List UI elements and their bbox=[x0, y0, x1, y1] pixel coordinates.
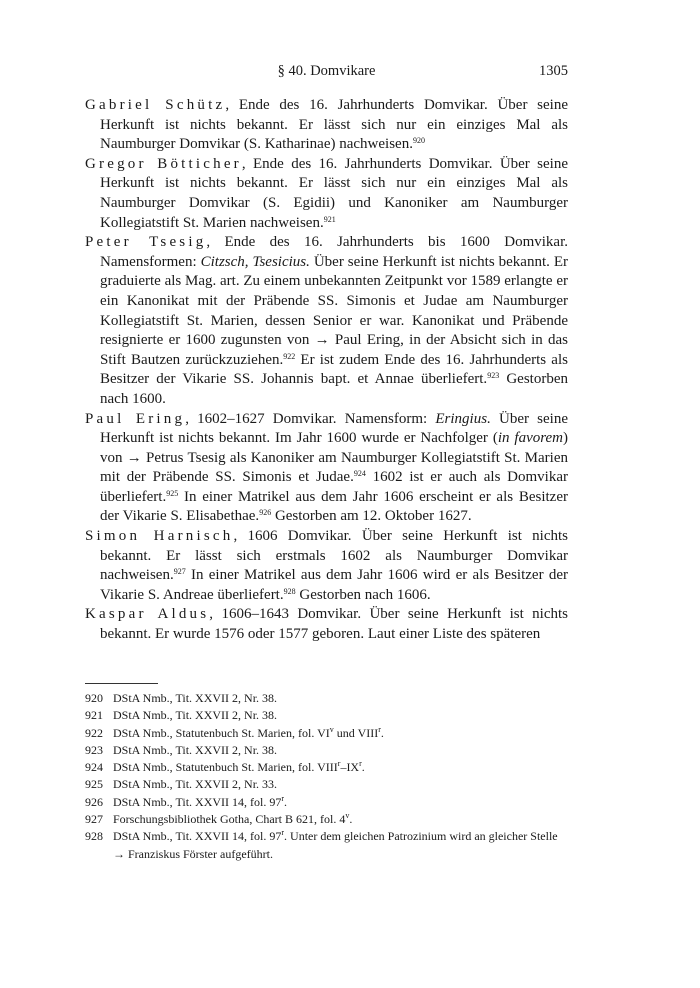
footnote-number: 923 bbox=[85, 742, 103, 757]
entry-paragraph bbox=[85, 410, 568, 528]
footnote-text-part: –IX bbox=[340, 760, 360, 775]
footnote-number: 924 bbox=[85, 760, 103, 775]
footnote-number: 926 bbox=[85, 794, 103, 809]
footnote-text-part: . Unter dem gleichen Patrozinium wird an gleicher Stelle → Franziskus Förster aufgeführt. bbox=[113, 829, 558, 861]
footnote-text bbox=[113, 811, 568, 828]
footnote-ref: r bbox=[281, 828, 285, 838]
entry-text: In einer Matrikel aus dem Jahr 1606 wird er als Besitzer der Vikarie S. Andreae überliefert. bbox=[100, 567, 568, 603]
entry-name: Gregor Bötticher bbox=[85, 155, 242, 172]
page-header bbox=[85, 63, 568, 83]
footnote-text-part: und VIII bbox=[333, 725, 379, 740]
footnote-ref: 924 bbox=[353, 469, 366, 479]
footnote-text-part: DStA Nmb., Statutenbuch St. Marien, fol. VI bbox=[113, 725, 330, 740]
entry-text: , Ende des 16. Jahrhunderts bis 1600 Domvikar. Namensformen: bbox=[100, 234, 568, 270]
entry-paragraph bbox=[85, 155, 568, 233]
main-text bbox=[85, 96, 568, 645]
footnote bbox=[85, 759, 568, 776]
entry-text: Citzsch, Tsesicius. bbox=[200, 253, 310, 270]
footnote-text-part: . bbox=[284, 794, 288, 809]
entry-text: In einer Matrikel aus dem Jahr 1606 erscheint er als Besitzer der Vikarie S. Elisabethae. bbox=[100, 488, 568, 525]
footnote-number: 925 bbox=[85, 777, 103, 792]
footnote-text-part: . bbox=[380, 725, 384, 740]
entry-text: ) von → Petrus Tsesig als Kanoniker am Naumburger Kollegiatstift St. Marien mit der Präbende SS. Simonis et Judae. bbox=[100, 430, 568, 486]
footnote-ref: 925 bbox=[166, 488, 179, 498]
entry-name: Gabriel Schütz bbox=[85, 97, 226, 113]
entry-name: Peter Tsesig bbox=[85, 234, 207, 251]
footnote-ref: v bbox=[345, 811, 350, 821]
entry-text: in favorem bbox=[497, 430, 563, 447]
footnote-number: 928 bbox=[85, 829, 103, 844]
footnote-ref: r bbox=[359, 759, 362, 769]
entry-paragraph bbox=[85, 233, 568, 409]
footnote-text-part: DStA Nmb., Tit. XXVII 2, Nr. 33. bbox=[113, 777, 278, 792]
footnote bbox=[85, 794, 568, 811]
entry-paragraph bbox=[85, 527, 568, 605]
entry-paragraph bbox=[85, 96, 568, 155]
entry-text: Eringius. bbox=[435, 410, 491, 427]
footnote bbox=[85, 742, 568, 759]
footnote-text bbox=[113, 690, 568, 707]
footnotes bbox=[85, 690, 568, 863]
footnote-number: 922 bbox=[85, 725, 103, 740]
footnote-text-part: DStA Nmb., Tit. XXVII 14, fol. 97 bbox=[113, 829, 282, 844]
footnote-ref: r bbox=[337, 759, 341, 769]
entry-text: Über seine Herkunft ist nichts bekannt. Er graduierte als Mag. art. Zu einem unbekannten Zeitpunkt vor 1589 erlangte er ein Kanonikat mit der Präbende SS. Simonis et Judae am Naumburger Kollegiatstift St. Marien, dessen Senior er war. Kanonikat und Präbende resignierte er 1600 zugunsten von → Paul Ering, in der Absicht sich in das Stift Bautzen zurückzuziehen. bbox=[100, 253, 568, 368]
entry-text: Gestorben nach 1606. bbox=[295, 586, 431, 603]
footnote bbox=[85, 725, 568, 742]
footnote-text bbox=[113, 742, 568, 759]
entry-text: , 1602–1627 Domvikar. Namensform: bbox=[185, 410, 436, 427]
footnote-text bbox=[113, 794, 568, 811]
entry-name: Paul Ering bbox=[85, 410, 186, 427]
entry-text: , Ende des 16. Jahrhunderts Domvikar. Über seine Herkunft ist nichts bekannt. Er lässt sich nur ein einziges Mal als Naumburger Domvikar (S. Egidii) und Kanoniker am Naumburger Kollegiatstift St. Marien nachweisen. bbox=[100, 155, 568, 231]
footnote-text-part: . bbox=[349, 812, 353, 827]
footnote-number: 920 bbox=[85, 691, 103, 705]
footnote-ref: r bbox=[378, 724, 381, 734]
footnote bbox=[85, 828, 568, 863]
entry-paragraph bbox=[85, 605, 568, 644]
footnote-text bbox=[113, 725, 568, 742]
footnote-text-part: DStA Nmb., Tit. XXVII 2, Nr. 38. bbox=[113, 742, 278, 757]
entry-text: , Ende des 16. Jahrhunderts Domvikar. Über seine Herkunft ist nichts bekannt. Er lässt sich nur ein einziges Mal als Naumburger Domvikar (S. Katharinae) nachweisen. bbox=[100, 97, 568, 153]
entry-text: Über seine Herkunft ist nichts bekannt. Im Jahr 1600 wurde er Nachfolger ( bbox=[100, 410, 568, 447]
footnote-text bbox=[113, 759, 568, 776]
footnote-text-part: DStA Nmb., Tit. XXVII 14, fol. 97 bbox=[113, 794, 282, 809]
footnote bbox=[85, 811, 568, 828]
footnote-text-part: . bbox=[361, 760, 365, 775]
footnote-ref: 926 bbox=[259, 508, 272, 518]
footnote bbox=[85, 707, 568, 724]
footnote-number: 927 bbox=[85, 812, 103, 827]
entry-text: , 1606–1643 Domvikar. Über seine Herkunft ist nichts bekannt. Er wurde 1576 oder 1577 geboren. Laut einer Liste des späteren bbox=[100, 606, 569, 643]
footnote-text-part: DStA Nmb., Tit. XXVII 2, Nr. 38. bbox=[113, 708, 278, 723]
footnote-ref: v bbox=[329, 724, 334, 734]
footnote-number: 921 bbox=[85, 708, 103, 723]
footnote-ref: 920 bbox=[412, 136, 425, 146]
entry-text: 1602 ist er auch als Domvikar überliefert. bbox=[100, 469, 568, 505]
footnote bbox=[85, 776, 568, 793]
footnote-text-part: DStA Nmb., Tit. XXVII 2, Nr. 38. bbox=[113, 691, 278, 705]
footnote-ref: 923 bbox=[487, 371, 500, 381]
entry-text: Gestorben am 12. Oktober 1627. bbox=[271, 508, 472, 525]
footnote-text-part: Forschungsbibliothek Gotha, Chart B 621, fol. 4 bbox=[113, 812, 346, 827]
footnote-text-part: DStA Nmb., Statutenbuch St. Marien, fol. VIII bbox=[113, 760, 338, 775]
footnote-text bbox=[113, 707, 568, 724]
footnote-ref: 921 bbox=[323, 214, 336, 224]
entry-name: Simon Harnisch bbox=[85, 528, 234, 545]
footnote-divider bbox=[85, 683, 158, 684]
footnote-ref: r bbox=[281, 793, 285, 803]
entry-text: , 1606 Domvikar. Über seine Herkunft ist nichts bekannt. Er lässt sich erstmals 1602 als Naumburger Domvikar nachweisen. bbox=[100, 528, 568, 584]
section-title: § 40. Domvikare bbox=[277, 63, 376, 79]
page-number: 1305 bbox=[539, 63, 568, 79]
footnote-ref: 928 bbox=[283, 586, 296, 596]
entry-name: Kaspar Aldus bbox=[85, 606, 210, 623]
footnote-ref: 922 bbox=[283, 351, 296, 361]
footnote-text bbox=[113, 776, 568, 793]
entry-text: Gestorben nach 1600. bbox=[100, 371, 568, 407]
footnote-text bbox=[113, 828, 568, 863]
footnote bbox=[85, 690, 568, 707]
entry-text: Er ist zudem Ende des 16. Jahrhunderts als Besitzer der Vikarie SS. Johannis bapt. et Annae überliefert. bbox=[100, 351, 568, 388]
footnote-ref: 927 bbox=[173, 567, 186, 577]
